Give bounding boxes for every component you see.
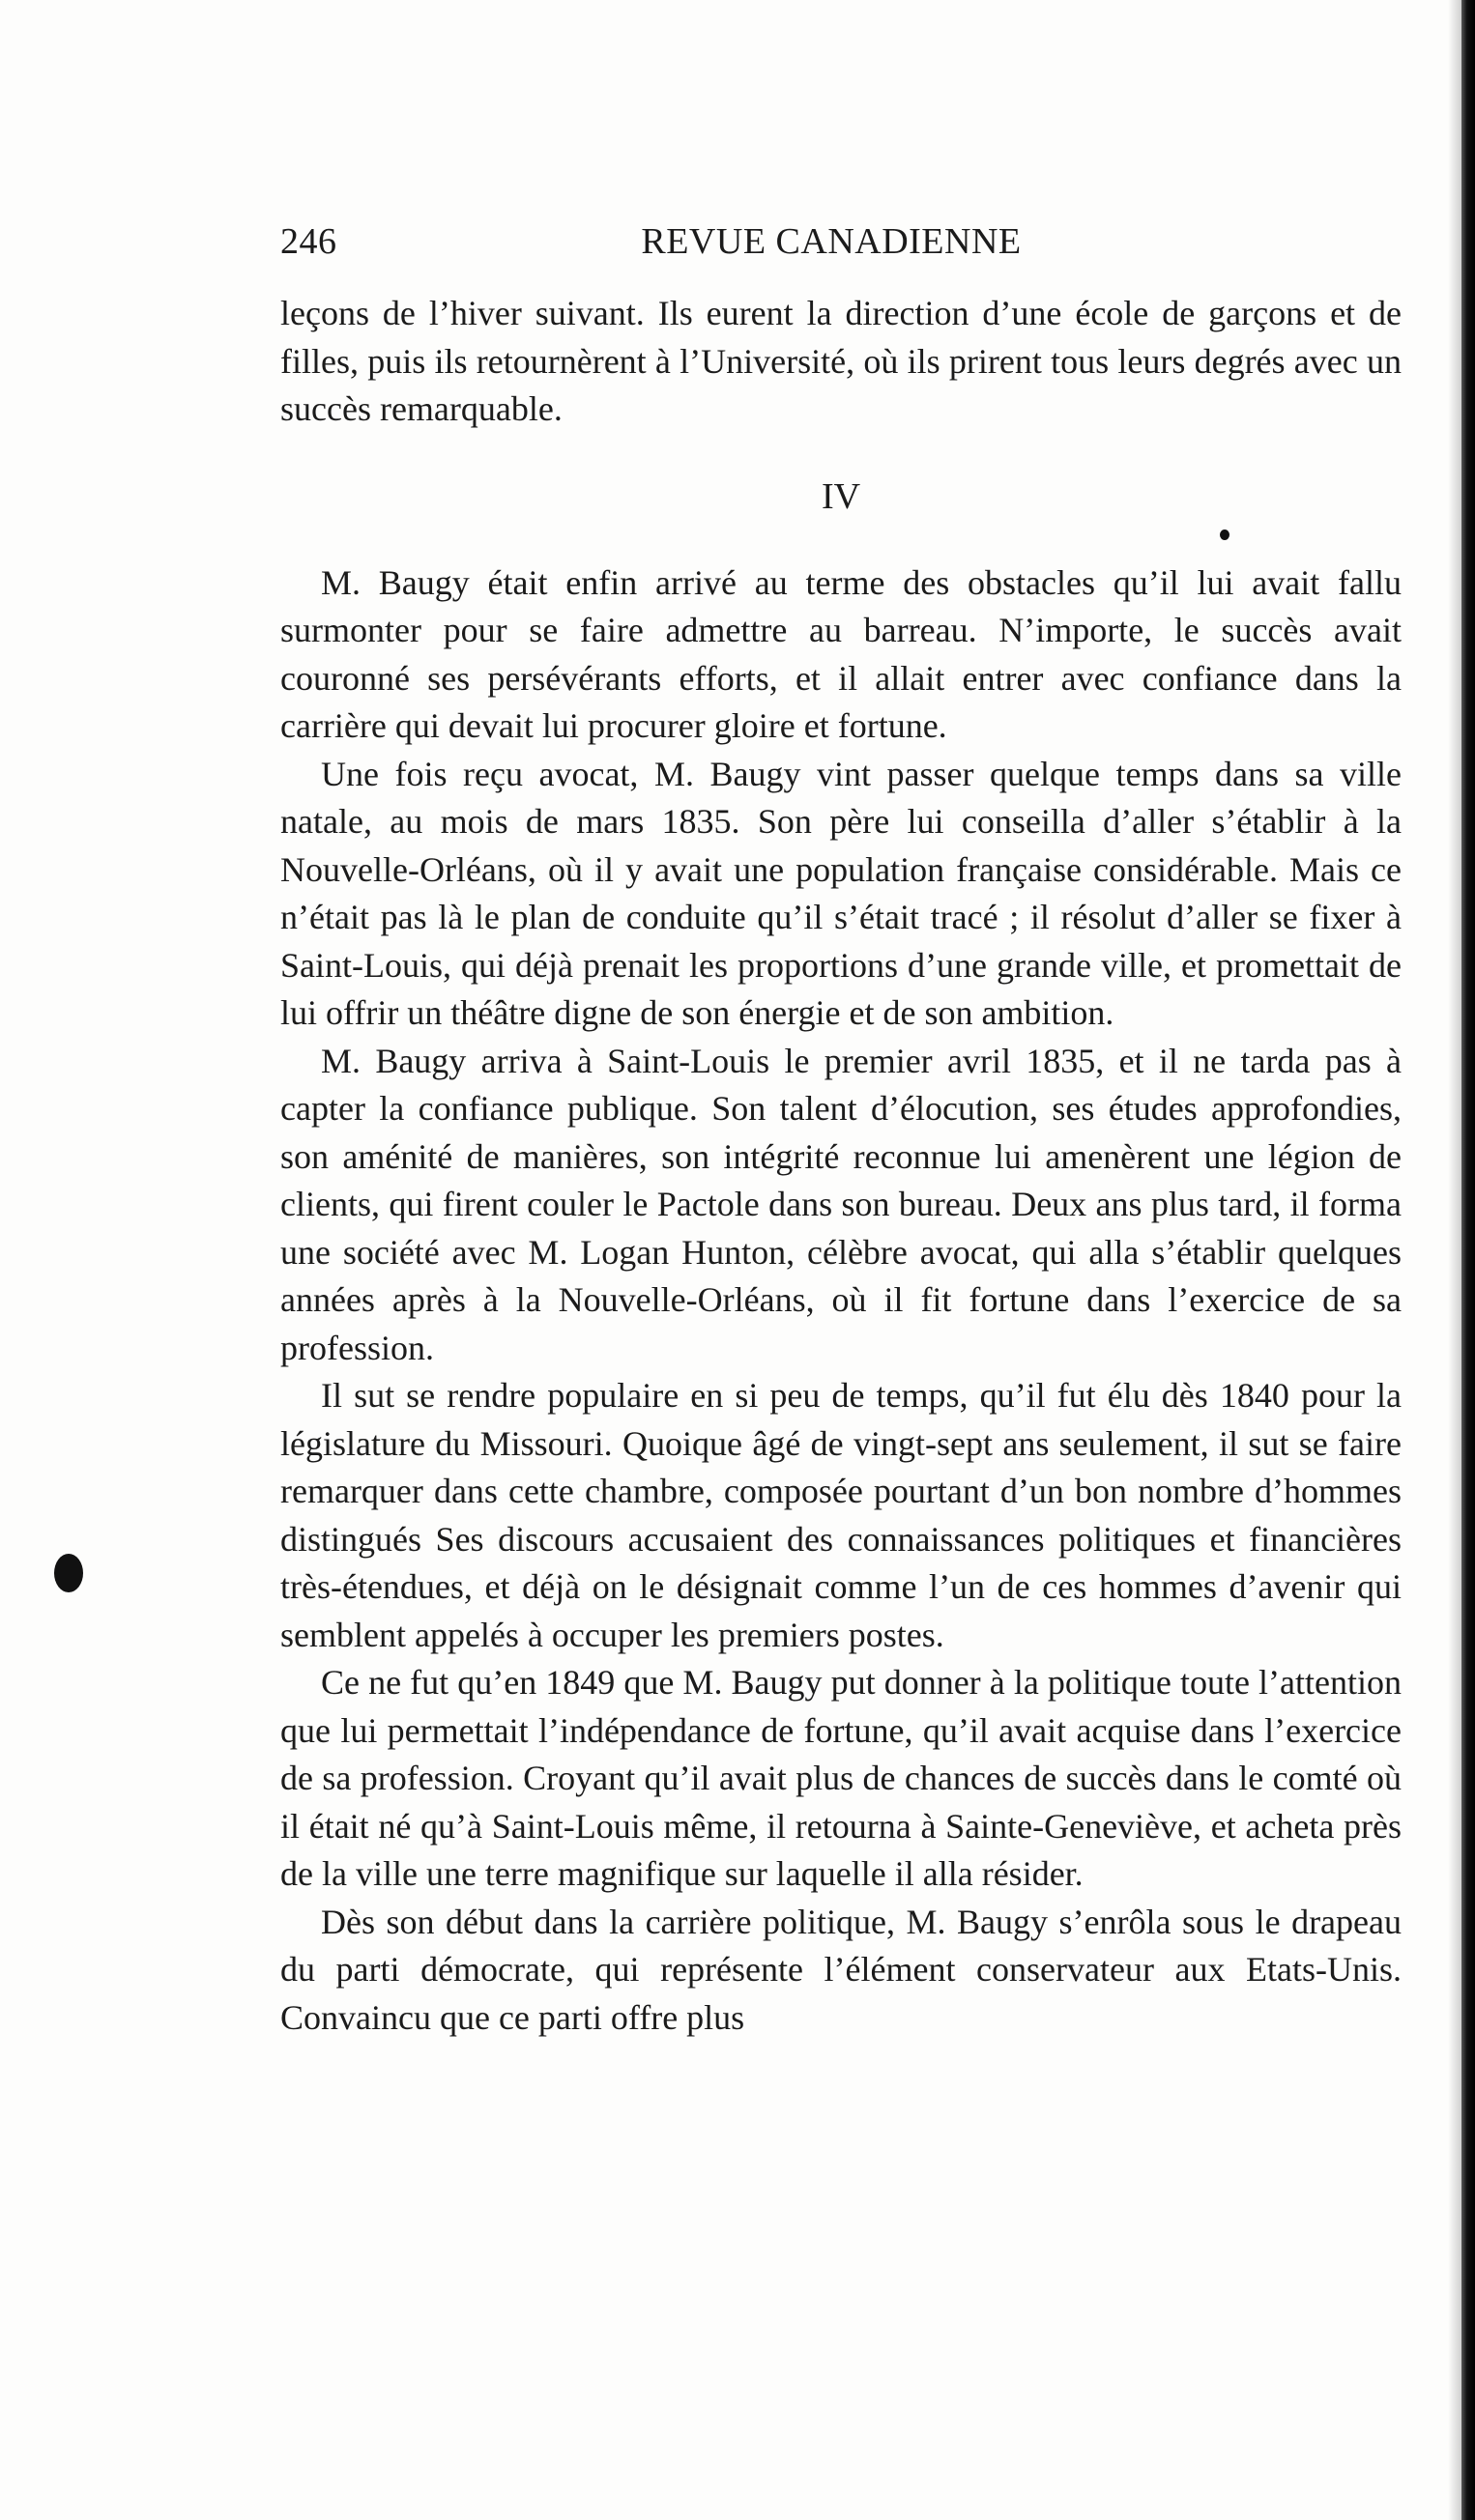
paragraph: M. Baugy arriva à Saint-Louis le premier avril 1835, et il ne tarda pas à capter la confiance publique. Son talent d’élocution, ses études approfondies, son aménité de manières, son intégrité reconnue lui amenèrent une légion de clients, qui firent couler le Pactole dans son bureau. Deux ans plus tard, il forma une société avec M. Logan Hunton, célèbre avocat, qui alla s’établir quelques années après à la Nouvelle-Orléans, où il fit fortune dans l’exercice de sa profession. xyxy=(280,1041,1402,1367)
book-spine-edge xyxy=(1461,0,1475,2520)
page-number: 246 xyxy=(280,221,337,262)
page-header xyxy=(280,220,1402,269)
paragraph: Dès son début dans la carrière politique, M. Baugy s’enrôla sous le drapeau du parti démocrate, qui représente l’élément conservateur aux Etats-Unis. Convaincu que ce parti offre plus xyxy=(280,1902,1402,2037)
paragraph: Ce ne fut qu’en 1849 que M. Baugy put donner à la politique toute l’attention que lui permettait l’indépendance de fortune, qu’il avait acquise dans l’exercice de sa profession. Croyant qu’il avait plus de chances de succès dans le comté où il était né qu’à Saint-Louis même, il retourna à Sainte-Geneviève, et acheta près de la ville une terre magnifique sur laquelle il alla résider. xyxy=(280,1663,1402,1893)
running-title: REVUE CANADIENNE xyxy=(641,221,1022,262)
section-heading: IV xyxy=(821,475,861,517)
paragraph: M. Baugy était enfin arrivé au terme des obstacles qu’il lui avait fallu surmonter pour se faire admettre au barreau. N’importe, le succès avait couronné ses persévérants efforts, et il allait entrer avec confiance dans la carrière qui devait lui procurer gloire et fortune. xyxy=(280,562,1402,745)
ink-blot xyxy=(54,1554,83,1592)
binding-shadow xyxy=(1448,0,1461,2520)
paragraph: Une fois reçu avocat, M. Baugy vint passer quelque temps dans sa ville natale, au mois de mars 1835. Son père lui conseilla d’aller s’établir à la Nouvelle-Orléans, où il y avait une population française considérable. Mais ce n’était pas là le plan de conduite qu’il s’était tracé ; il résolut d’aller se fixer à Saint-Louis, qui déjà prenait les proportions d’une grande ville, et promettait de lui offrir un théâtre digne de son énergie et de son ambition. xyxy=(280,754,1402,1032)
opening-paragraph: leçons de l’hiver suivant. Ils eurent la direction d’une école de garçons et de filles, puis ils retournèrent à l’Université, où ils prirent tous leurs degrés avec un succès remarquable. xyxy=(280,294,1402,428)
body-text xyxy=(280,290,1402,2042)
paragraph: Il sut se rendre populaire en si peu de temps, qu’il fut élu dès 1840 pour la législature du Missouri. Quoique âgé de vingt-sept ans seulement, il sut se faire remarquer dans cette chambre, composée pourtant d’un bon nombre d’hommes distingués Ses discours accusaient des connaissances politiques et financières très-étendues, et déjà on le désignait comme l’un de ces hommes d’avenir qui semblent appelés à occuper les premiers postes. xyxy=(280,1376,1402,1654)
